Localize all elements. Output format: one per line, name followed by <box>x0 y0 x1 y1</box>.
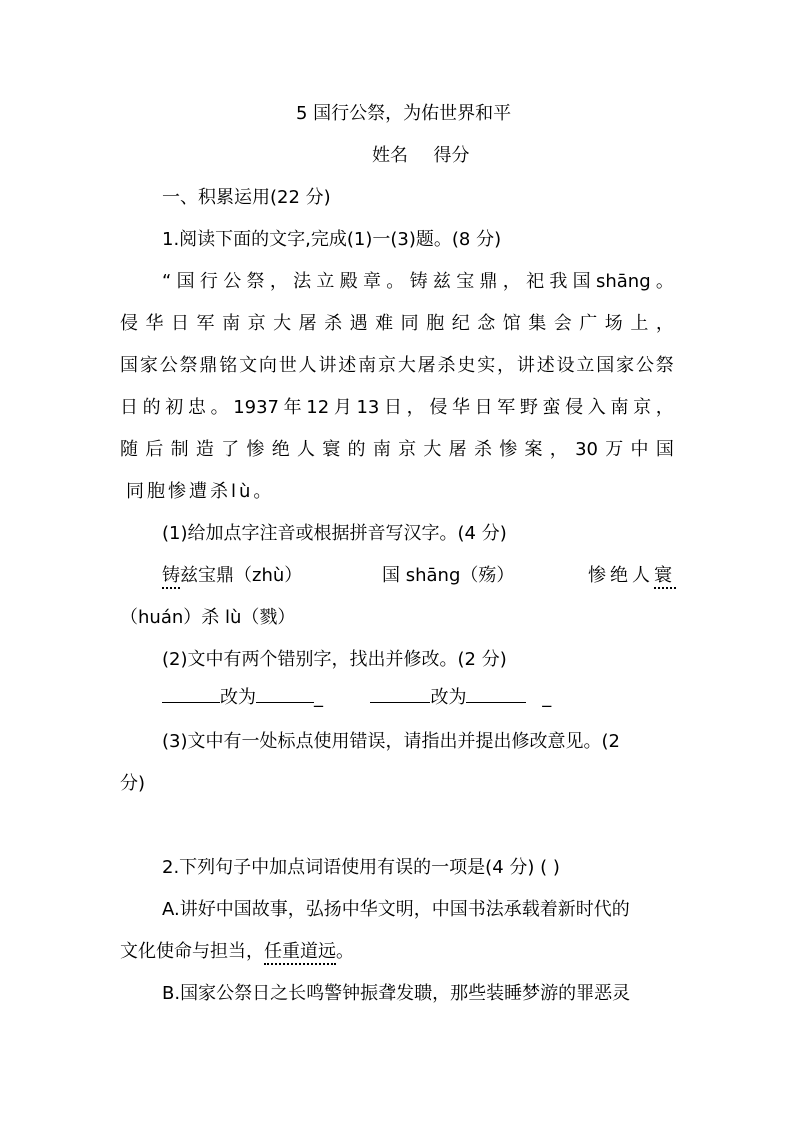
correction-blanks <box>162 686 551 710</box>
blank-correct-1[interactable] <box>256 686 314 703</box>
option-a-text-end: 。 <box>336 941 354 962</box>
subquestion-3-prompt: (3)文中有一处标点使用错误，请指出并提出修改意见。(2 <box>162 731 620 752</box>
passage-line: 随 后 制 造 了 惨 绝 人 寰 的 南 京 大 屠 杀 惨 案 ， 30 万 中 国 <box>120 439 674 460</box>
option-a-text: 文化使命与担当， <box>120 941 264 962</box>
blank-tail: _ <box>542 687 552 708</box>
subquestion-2-prompt: (2)文中有两个错别字，找出并修改。(2 分) <box>162 649 507 670</box>
blank-wrong-1[interactable] <box>162 686 220 703</box>
passage-line: 侵 华 日 军 南 京 大 屠 杀 遇 难 同 胞 纪 念 馆 集 会 广 场 上 ， <box>120 313 674 334</box>
question-1-prompt: 1.阅读下面的文字,完成(1)一(3)题。(8 分) <box>162 229 502 250</box>
answer-line-1 <box>162 564 678 588</box>
answer-item-c <box>588 564 676 588</box>
dotted-phrase: 任重道远 <box>264 941 336 965</box>
section-heading: 一、积累运用(22 分) <box>162 187 331 208</box>
blank-tail: _ <box>314 687 323 708</box>
passage-line: “ 国 行 公 祭 ， 法 立 殿 章 。 铸 兹 宝 鼎 ， 祀 我 国 shāng 。 <box>162 271 674 292</box>
change-to-label: 改为 <box>220 687 256 708</box>
change-to-label: 改为 <box>430 687 467 708</box>
page-title: 5 国行公祭，为佑世界和平 <box>296 103 512 124</box>
passage-line: 国 家 公 祭 鼎 铭 文 向 世 人 讲 述 南 京 大 屠 杀 史 实 ， 讲 述 设 立 国 家 公 祭 <box>120 355 674 376</box>
dotted-char: 铸 <box>162 565 180 589</box>
answer-item-a <box>162 564 302 588</box>
subquestion-1-prompt: (1)给加点字注音或根据拼音写汉字。(4 分) <box>162 523 507 544</box>
passage-line: 日 的 初 忠 。 1937 年 12 月 13 日 ， 侵 华 日 军 野 蛮 侵 入 南 京 ， <box>120 397 674 418</box>
answer-item-b: 国 shāng（殇） <box>382 565 515 586</box>
passage-line: 同胞惨遭杀lù。 <box>126 481 275 502</box>
question-2-prompt: 2.下列句子中加点词语使用有误的一项是(4 分) ( ) <box>162 857 560 878</box>
option-b-line: B.国家公祭日之长鸣警钟振聋发聩，那些装睡梦游的罪恶灵 <box>162 983 631 1004</box>
score-label: 得分 <box>433 145 470 166</box>
blank-wrong-2[interactable] <box>370 686 430 703</box>
name-label: 姓名 <box>372 145 408 166</box>
answer-text: 惨绝人 <box>588 565 654 586</box>
blank-correct-2[interactable] <box>466 686 526 703</box>
answer-line-2: （huán）杀 lù（戮） <box>120 607 296 628</box>
name-score-header <box>372 144 469 168</box>
option-a-line-2 <box>120 940 354 964</box>
dotted-char: 寰 <box>654 565 676 589</box>
answer-text: 兹宝鼎（zhù） <box>180 565 303 586</box>
option-a-line: A.讲好中国故事，弘扬中华文明，中国书法承载着新时代的 <box>162 899 630 920</box>
subquestion-3-prompt-cont: 分) <box>120 773 146 794</box>
